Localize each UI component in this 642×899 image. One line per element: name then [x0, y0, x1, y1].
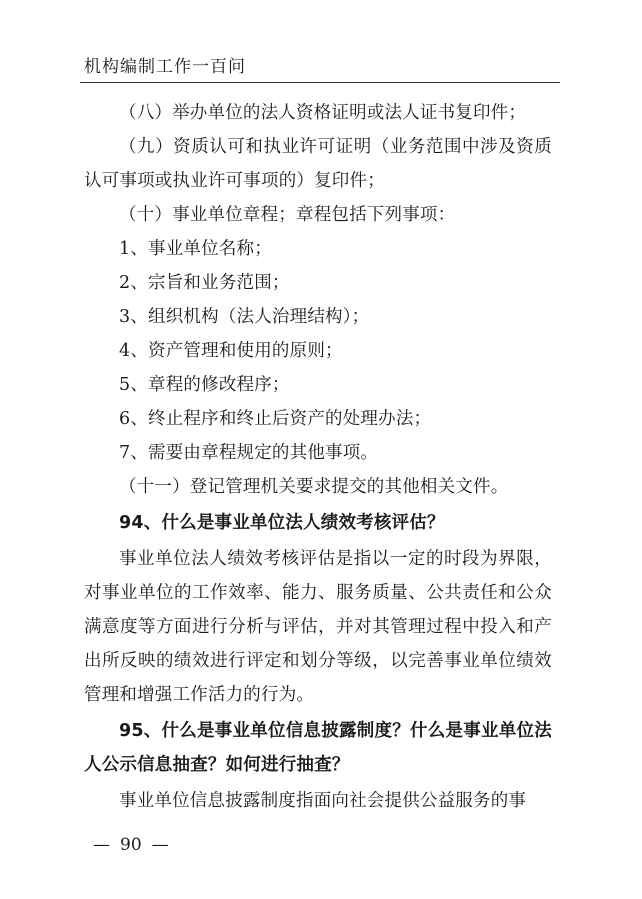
- list-item: 4、资产管理和使用的原则；: [119, 341, 343, 361]
- list-item: （十）事业单位章程；章程包括下列事项：: [119, 205, 456, 225]
- page-footer: [93, 835, 169, 855]
- list-item: （九）资质认可和执业许可证明（业务范围中涉及资质认可事项或执业许可事项的）复印件；: [84, 137, 552, 191]
- list-item: 6、终止程序和终止后资产的处理办法；: [119, 409, 432, 429]
- list-item: 5、章程的修改程序；: [119, 375, 290, 395]
- question-heading: 95、什么是事业单位信息披露制度？什么是事业单位法人公示信息抽查？如何进行抽查？: [84, 721, 552, 775]
- list-item: 3、组织机构（法人治理结构）；: [119, 307, 370, 327]
- list-item: （八）举办单位的法人资格证明或法人证书复印件；: [119, 103, 527, 123]
- list-item: （十一）登记管理机关要求提交的其他相关文件。: [119, 477, 509, 497]
- answer-paragraph: 事业单位信息披露制度指面向社会提供公益服务的事: [119, 791, 527, 811]
- footer-dash: —: [151, 835, 169, 855]
- page-number: 90: [120, 835, 142, 855]
- list-item: 7、需要由章程规定的其他事项。: [119, 443, 379, 463]
- answer-paragraph: 事业单位法人绩效考核评估是指以一定的时段为界限，对事业单位的工作效率、能力、服务质量、公共责任和公众满意度等方面进行分析与评估，并对其管理过程中投入和产出所反映的绩效进行评定和划分等级，以完善事业单位绩效管理和增强工作活力的行为。: [84, 549, 552, 705]
- header-rule: [80, 82, 560, 83]
- question-heading: 94、什么是事业单位法人绩效考核评估？: [119, 513, 445, 533]
- list-item: 2、宗旨和业务范围；: [119, 273, 290, 293]
- list-item: 1、事业单位名称；: [119, 239, 272, 259]
- footer-dash: —: [93, 835, 110, 855]
- running-header: 机构编制工作一百问: [84, 57, 246, 77]
- page-body: [84, 96, 552, 818]
